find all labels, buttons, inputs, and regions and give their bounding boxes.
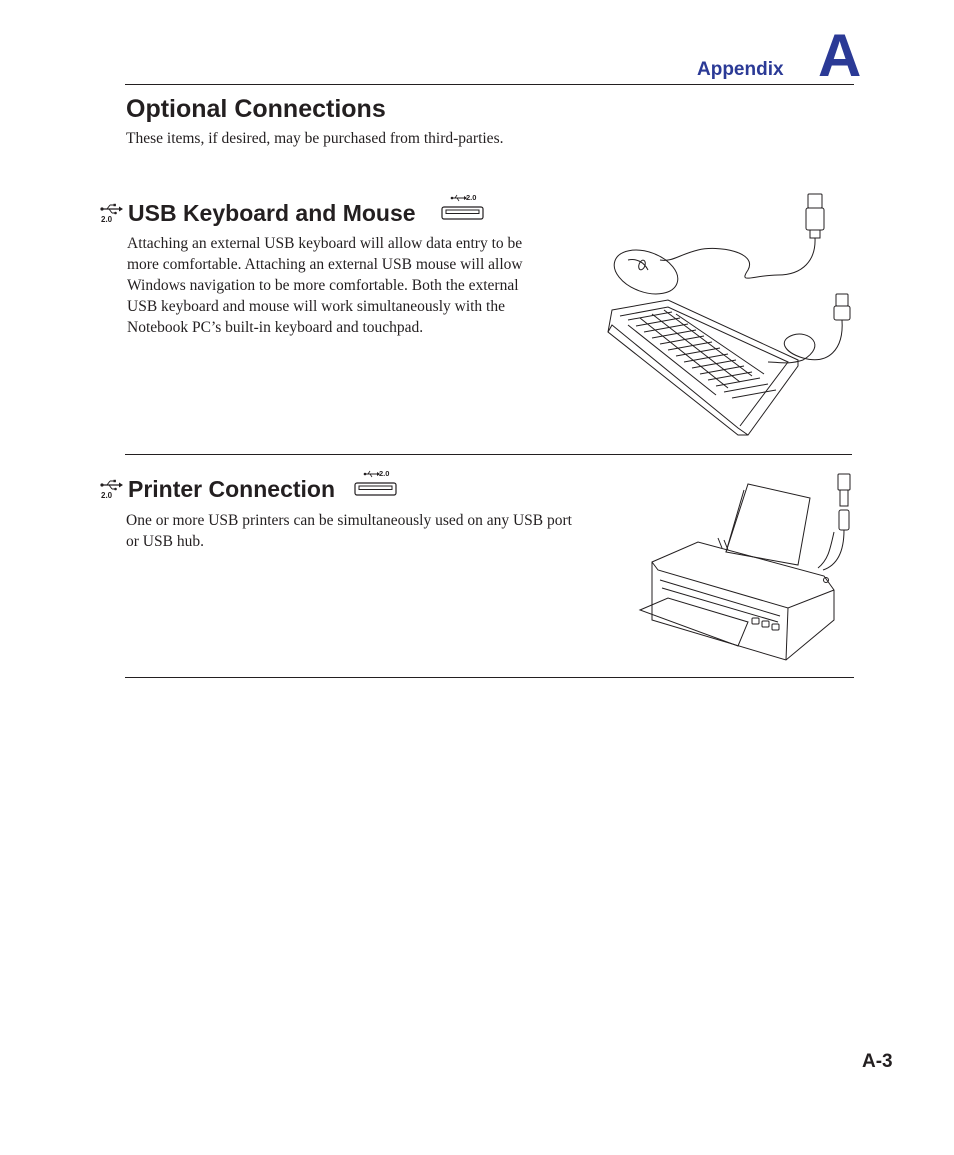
intro-text: These items, if desired, may be purchased from third-parties. <box>126 130 504 147</box>
usb-port-icon <box>440 193 486 223</box>
section-title-usb-keyboard-mouse: USB Keyboard and Mouse <box>128 200 416 226</box>
usb-port-label: 2.0 <box>466 193 477 202</box>
section-body-usb-keyboard-mouse: Attaching an external USB keyboard will allow data entry to be more comfortable. Attaching an external USB mouse will allow Windows navigation to be more comfortable. Both the external USB keyboard and mouse will work simultaneously with the Notebook PC’s built-in keyboard and touchpad. <box>127 235 523 336</box>
header-rule <box>125 84 854 85</box>
section-divider <box>125 454 852 455</box>
section-body-printer-connection: One or more USB printers can be simultaneously used on any USB port or USB hub. <box>126 512 572 550</box>
usb-icon-label: 2.0 <box>101 491 113 500</box>
page-title: Optional Connections <box>126 95 386 123</box>
printer-illustration <box>638 470 860 668</box>
keyboard-mouse-illustration <box>598 190 860 440</box>
section-label: Appendix <box>697 59 784 80</box>
section-title-printer-connection: Printer Connection <box>128 476 336 502</box>
section-divider <box>125 677 854 678</box>
usb-port-icon <box>353 469 399 499</box>
usb-icon-label: 2.0 <box>101 215 113 224</box>
usb-port-label: 2.0 <box>379 469 390 478</box>
section-letter: A <box>818 22 862 89</box>
page-number: A-3 <box>862 1051 893 1072</box>
